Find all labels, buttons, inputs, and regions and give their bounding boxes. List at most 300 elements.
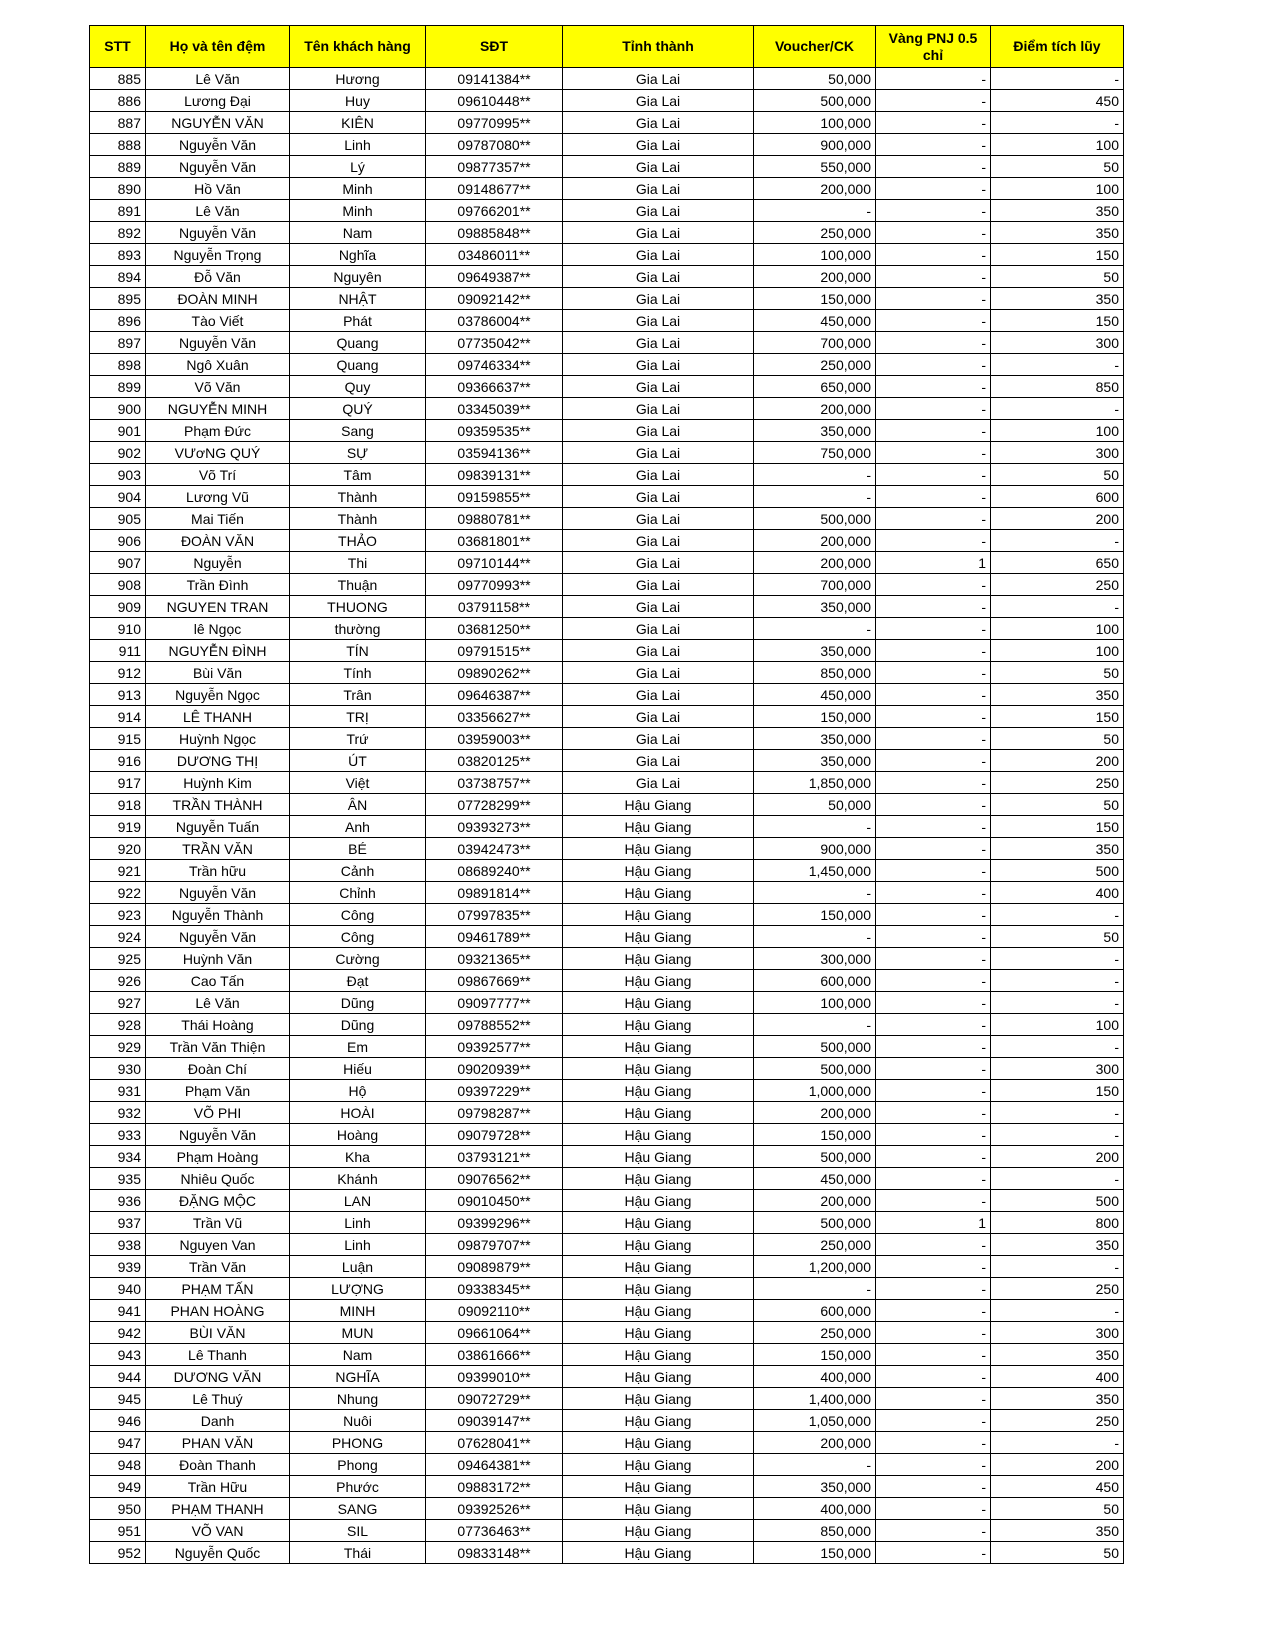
- voucher-cell: 1,450,000: [754, 860, 876, 882]
- middle-name-cell: NGUYỄN MINH: [146, 398, 290, 420]
- stt-cell: 895: [90, 288, 146, 310]
- table-row: [90, 1454, 1124, 1476]
- province-cell: Gia Lai: [563, 332, 754, 354]
- phone-cell: 07997835**: [426, 904, 563, 926]
- stt-cell: 903: [90, 464, 146, 486]
- voucher-cell: 1,050,000: [754, 1410, 876, 1432]
- voucher-cell: 200,000: [754, 1190, 876, 1212]
- voucher-cell: 500,000: [754, 1146, 876, 1168]
- customer-name-cell: Hộ: [290, 1080, 426, 1102]
- middle-name-cell: Hồ Văn: [146, 178, 290, 200]
- gold-cell: -: [876, 926, 991, 948]
- customer-name-cell: Dũng: [290, 992, 426, 1014]
- voucher-cell: 700,000: [754, 332, 876, 354]
- middle-name-cell: Nguyễn Văn: [146, 222, 290, 244]
- points-cell: 100: [991, 134, 1124, 156]
- customer-name-cell: Hương: [290, 68, 426, 90]
- gold-cell: -: [876, 288, 991, 310]
- middle-name-cell: Nguyễn: [146, 552, 290, 574]
- points-cell: 350: [991, 1388, 1124, 1410]
- points-cell: 350: [991, 288, 1124, 310]
- middle-name-cell: Thái Hoàng: [146, 1014, 290, 1036]
- voucher-cell: -: [754, 1278, 876, 1300]
- phone-cell: 09321365**: [426, 948, 563, 970]
- voucher-cell: 100,000: [754, 244, 876, 266]
- middle-name-cell: Trần Hữu: [146, 1476, 290, 1498]
- points-cell: 200: [991, 1454, 1124, 1476]
- phone-cell: 09798287**: [426, 1102, 563, 1124]
- points-cell: -: [991, 1102, 1124, 1124]
- voucher-cell: 450,000: [754, 1168, 876, 1190]
- gold-cell: -: [876, 750, 991, 772]
- gold-cell: -: [876, 1542, 991, 1564]
- table-row: [90, 1058, 1124, 1080]
- middle-name-cell: Võ Văn: [146, 376, 290, 398]
- gold-cell: -: [876, 882, 991, 904]
- voucher-cell: 200,000: [754, 1102, 876, 1124]
- customer-name-cell: Quy: [290, 376, 426, 398]
- province-cell: Hậu Giang: [563, 992, 754, 1014]
- table-row: [90, 376, 1124, 398]
- stt-cell: 925: [90, 948, 146, 970]
- stt-cell: 885: [90, 68, 146, 90]
- gold-cell: -: [876, 266, 991, 288]
- stt-cell: 924: [90, 926, 146, 948]
- province-cell: Hậu Giang: [563, 1058, 754, 1080]
- province-cell: Gia Lai: [563, 354, 754, 376]
- stt-cell: 886: [90, 90, 146, 112]
- gold-cell: -: [876, 486, 991, 508]
- table-row: [90, 1036, 1124, 1058]
- points-cell: 150: [991, 1080, 1124, 1102]
- customer-name-cell: Thi: [290, 552, 426, 574]
- stt-cell: 907: [90, 552, 146, 574]
- stt-cell: 906: [90, 530, 146, 552]
- phone-cell: 09770995**: [426, 112, 563, 134]
- stt-cell: 934: [90, 1146, 146, 1168]
- province-cell: Gia Lai: [563, 508, 754, 530]
- table-row: [90, 156, 1124, 178]
- phone-cell: 09397229**: [426, 1080, 563, 1102]
- gold-cell: -: [876, 1036, 991, 1058]
- customer-name-cell: Thuận: [290, 574, 426, 596]
- voucher-cell: 150,000: [754, 706, 876, 728]
- table-row: [90, 178, 1124, 200]
- table-row: [90, 860, 1124, 882]
- points-cell: 450: [991, 1476, 1124, 1498]
- voucher-cell: 350,000: [754, 728, 876, 750]
- phone-cell: 07735042**: [426, 332, 563, 354]
- phone-cell: 03594136**: [426, 442, 563, 464]
- gold-cell: -: [876, 1190, 991, 1212]
- phone-cell: 03738757**: [426, 772, 563, 794]
- province-cell: Hậu Giang: [563, 1542, 754, 1564]
- gold-cell: -: [876, 948, 991, 970]
- voucher-cell: 600,000: [754, 1300, 876, 1322]
- points-cell: 50: [991, 926, 1124, 948]
- gold-cell: -: [876, 420, 991, 442]
- gold-cell: -: [876, 1168, 991, 1190]
- customer-name-cell: TRỊ: [290, 706, 426, 728]
- table-row: [90, 728, 1124, 750]
- voucher-cell: -: [754, 618, 876, 640]
- middle-name-cell: TRẦN VĂN: [146, 838, 290, 860]
- customer-name-cell: QUÝ: [290, 398, 426, 420]
- points-cell: 650: [991, 552, 1124, 574]
- gold-cell: -: [876, 332, 991, 354]
- province-cell: Hậu Giang: [563, 1520, 754, 1542]
- middle-name-cell: Danh: [146, 1410, 290, 1432]
- customer-name-cell: SIL: [290, 1520, 426, 1542]
- phone-cell: 09833148**: [426, 1542, 563, 1564]
- table-row: [90, 1278, 1124, 1300]
- customer-name-cell: Đạt: [290, 970, 426, 992]
- gold-cell: -: [876, 838, 991, 860]
- province-cell: Hậu Giang: [563, 816, 754, 838]
- stt-cell: 939: [90, 1256, 146, 1278]
- middle-name-cell: Trần Văn Thiện: [146, 1036, 290, 1058]
- province-cell: Hậu Giang: [563, 1256, 754, 1278]
- table-row: [90, 640, 1124, 662]
- middle-name-cell: NGUYỄN VĂN: [146, 112, 290, 134]
- col-header-middle-name: Họ và tên đệm: [146, 26, 290, 68]
- gold-cell: -: [876, 530, 991, 552]
- gold-cell: -: [876, 354, 991, 376]
- phone-cell: 09366637**: [426, 376, 563, 398]
- customer-name-cell: Luận: [290, 1256, 426, 1278]
- gold-cell: -: [876, 244, 991, 266]
- voucher-cell: 350,000: [754, 420, 876, 442]
- phone-cell: 09885848**: [426, 222, 563, 244]
- middle-name-cell: Huỳnh Ngọc: [146, 728, 290, 750]
- voucher-cell: -: [754, 486, 876, 508]
- points-cell: -: [991, 1300, 1124, 1322]
- table-row: [90, 970, 1124, 992]
- points-cell: -: [991, 354, 1124, 376]
- voucher-cell: 200,000: [754, 266, 876, 288]
- stt-cell: 943: [90, 1344, 146, 1366]
- col-header-stt: STT: [90, 26, 146, 68]
- stt-cell: 897: [90, 332, 146, 354]
- phone-cell: 03820125**: [426, 750, 563, 772]
- middle-name-cell: LÊ THANH: [146, 706, 290, 728]
- table-row: [90, 1300, 1124, 1322]
- table-row: [90, 1322, 1124, 1344]
- voucher-cell: -: [754, 1014, 876, 1036]
- province-cell: Hậu Giang: [563, 882, 754, 904]
- stt-cell: 901: [90, 420, 146, 442]
- gold-cell: -: [876, 112, 991, 134]
- stt-cell: 898: [90, 354, 146, 376]
- gold-cell: -: [876, 178, 991, 200]
- table-row: [90, 508, 1124, 530]
- stt-cell: 940: [90, 1278, 146, 1300]
- points-cell: 300: [991, 442, 1124, 464]
- middle-name-cell: Mai Tiến: [146, 508, 290, 530]
- middle-name-cell: Võ Trí: [146, 464, 290, 486]
- stt-cell: 948: [90, 1454, 146, 1476]
- points-cell: 500: [991, 1190, 1124, 1212]
- table-row: [90, 1542, 1124, 1564]
- table-row: [90, 1190, 1124, 1212]
- voucher-cell: 200,000: [754, 398, 876, 420]
- customer-name-cell: Việt: [290, 772, 426, 794]
- gold-cell: -: [876, 706, 991, 728]
- voucher-cell: 150,000: [754, 904, 876, 926]
- voucher-cell: -: [754, 882, 876, 904]
- middle-name-cell: PHẠM TẤN: [146, 1278, 290, 1300]
- gold-cell: -: [876, 794, 991, 816]
- table-row: [90, 1124, 1124, 1146]
- customer-name-cell: TÍN: [290, 640, 426, 662]
- province-cell: Gia Lai: [563, 68, 754, 90]
- table-row: [90, 750, 1124, 772]
- stt-cell: 921: [90, 860, 146, 882]
- points-cell: -: [991, 904, 1124, 926]
- province-cell: Gia Lai: [563, 442, 754, 464]
- province-cell: Hậu Giang: [563, 1366, 754, 1388]
- gold-cell: -: [876, 376, 991, 398]
- phone-cell: 09746334**: [426, 354, 563, 376]
- table-row: [90, 1102, 1124, 1124]
- middle-name-cell: VÕ PHI: [146, 1102, 290, 1124]
- province-cell: Gia Lai: [563, 134, 754, 156]
- gold-cell: -: [876, 464, 991, 486]
- middle-name-cell: Đoàn Thanh: [146, 1454, 290, 1476]
- stt-cell: 910: [90, 618, 146, 640]
- gold-cell: -: [876, 442, 991, 464]
- points-cell: -: [991, 112, 1124, 134]
- stt-cell: 919: [90, 816, 146, 838]
- stt-cell: 911: [90, 640, 146, 662]
- table-row: [90, 90, 1124, 112]
- stt-cell: 899: [90, 376, 146, 398]
- stt-cell: 916: [90, 750, 146, 772]
- middle-name-cell: Nguyễn Văn: [146, 332, 290, 354]
- phone-cell: 09399296**: [426, 1212, 563, 1234]
- points-cell: 150: [991, 706, 1124, 728]
- points-cell: -: [991, 992, 1124, 1014]
- province-cell: Gia Lai: [563, 464, 754, 486]
- province-cell: Hậu Giang: [563, 970, 754, 992]
- points-cell: -: [991, 948, 1124, 970]
- province-cell: Hậu Giang: [563, 1388, 754, 1410]
- table-row: [90, 662, 1124, 684]
- phone-cell: 09141384**: [426, 68, 563, 90]
- phone-cell: 09010450**: [426, 1190, 563, 1212]
- voucher-cell: 250,000: [754, 354, 876, 376]
- points-cell: 250: [991, 1278, 1124, 1300]
- province-cell: Hậu Giang: [563, 1234, 754, 1256]
- customer-name-cell: Quang: [290, 332, 426, 354]
- points-cell: 50: [991, 1498, 1124, 1520]
- phone-cell: 09464381**: [426, 1454, 563, 1476]
- stt-cell: 917: [90, 772, 146, 794]
- middle-name-cell: Bùi Văn: [146, 662, 290, 684]
- customer-name-cell: Nghĩa: [290, 244, 426, 266]
- middle-name-cell: Nguyễn Thành: [146, 904, 290, 926]
- table-row: [90, 904, 1124, 926]
- table-row: [90, 772, 1124, 794]
- middle-name-cell: Lê Thuý: [146, 1388, 290, 1410]
- customer-name-cell: Minh: [290, 200, 426, 222]
- province-cell: Hậu Giang: [563, 1498, 754, 1520]
- stt-cell: 933: [90, 1124, 146, 1146]
- voucher-cell: 500,000: [754, 90, 876, 112]
- gold-cell: -: [876, 728, 991, 750]
- gold-cell: -: [876, 1080, 991, 1102]
- phone-cell: 09359535**: [426, 420, 563, 442]
- stt-cell: 930: [90, 1058, 146, 1080]
- phone-cell: 09839131**: [426, 464, 563, 486]
- points-cell: -: [991, 1432, 1124, 1454]
- middle-name-cell: ĐẶNG MỘC: [146, 1190, 290, 1212]
- stt-cell: 912: [90, 662, 146, 684]
- table-row: [90, 310, 1124, 332]
- middle-name-cell: TRẦN THÀNH: [146, 794, 290, 816]
- table-row: [90, 596, 1124, 618]
- stt-cell: 926: [90, 970, 146, 992]
- phone-cell: 09788552**: [426, 1014, 563, 1036]
- phone-cell: 09766201**: [426, 200, 563, 222]
- points-cell: 350: [991, 838, 1124, 860]
- phone-cell: 03959003**: [426, 728, 563, 750]
- stt-cell: 908: [90, 574, 146, 596]
- customer-name-cell: Thành: [290, 508, 426, 530]
- province-cell: Hậu Giang: [563, 1212, 754, 1234]
- table-row: [90, 486, 1124, 508]
- voucher-cell: -: [754, 200, 876, 222]
- stt-cell: 905: [90, 508, 146, 530]
- middle-name-cell: Phạm Hoàng: [146, 1146, 290, 1168]
- phone-cell: 09770993**: [426, 574, 563, 596]
- middle-name-cell: DƯƠNG THỊ: [146, 750, 290, 772]
- voucher-cell: 150,000: [754, 1344, 876, 1366]
- customer-name-cell: Phong: [290, 1454, 426, 1476]
- province-cell: Gia Lai: [563, 684, 754, 706]
- province-cell: Gia Lai: [563, 266, 754, 288]
- phone-cell: 09661064**: [426, 1322, 563, 1344]
- phone-cell: 09610448**: [426, 90, 563, 112]
- voucher-cell: 50,000: [754, 794, 876, 816]
- province-cell: Gia Lai: [563, 552, 754, 574]
- voucher-cell: -: [754, 464, 876, 486]
- customer-name-cell: Linh: [290, 1212, 426, 1234]
- table-row: [90, 464, 1124, 486]
- gold-cell: -: [876, 772, 991, 794]
- stt-cell: 900: [90, 398, 146, 420]
- middle-name-cell: Lê Thanh: [146, 1344, 290, 1366]
- middle-name-cell: Nguyễn Văn: [146, 926, 290, 948]
- col-header-customer-name: Tên khách hàng: [290, 26, 426, 68]
- phone-cell: 09710144**: [426, 552, 563, 574]
- points-cell: 300: [991, 332, 1124, 354]
- phone-cell: 09097777**: [426, 992, 563, 1014]
- customer-name-cell: Nuôi: [290, 1410, 426, 1432]
- customer-name-cell: KIÊN: [290, 112, 426, 134]
- voucher-cell: 150,000: [754, 1542, 876, 1564]
- customer-table: [89, 25, 1124, 1564]
- gold-cell: -: [876, 1520, 991, 1542]
- table-row: [90, 134, 1124, 156]
- points-cell: 350: [991, 1234, 1124, 1256]
- customer-name-cell: Công: [290, 926, 426, 948]
- customer-name-cell: SỰ: [290, 442, 426, 464]
- middle-name-cell: Huỳnh Văn: [146, 948, 290, 970]
- table-row: [90, 574, 1124, 596]
- voucher-cell: 500,000: [754, 508, 876, 530]
- stt-cell: 913: [90, 684, 146, 706]
- phone-cell: 09092110**: [426, 1300, 563, 1322]
- province-cell: Gia Lai: [563, 398, 754, 420]
- voucher-cell: 200,000: [754, 178, 876, 200]
- customer-name-cell: Anh: [290, 816, 426, 838]
- customer-name-cell: ÚT: [290, 750, 426, 772]
- points-cell: 50: [991, 728, 1124, 750]
- points-cell: 250: [991, 1410, 1124, 1432]
- table-row: [90, 420, 1124, 442]
- province-cell: Hậu Giang: [563, 794, 754, 816]
- gold-cell: -: [876, 68, 991, 90]
- points-cell: -: [991, 596, 1124, 618]
- stt-cell: 904: [90, 486, 146, 508]
- phone-cell: 09787080**: [426, 134, 563, 156]
- stt-cell: 892: [90, 222, 146, 244]
- gold-cell: -: [876, 992, 991, 1014]
- gold-cell: -: [876, 970, 991, 992]
- phone-cell: 09079728**: [426, 1124, 563, 1146]
- customer-name-cell: Nam: [290, 1344, 426, 1366]
- points-cell: -: [991, 530, 1124, 552]
- stt-cell: 927: [90, 992, 146, 1014]
- stt-cell: 946: [90, 1410, 146, 1432]
- phone-cell: 08689240**: [426, 860, 563, 882]
- middle-name-cell: Đỗ Văn: [146, 266, 290, 288]
- customer-name-cell: Hiếu: [290, 1058, 426, 1080]
- voucher-cell: 200,000: [754, 552, 876, 574]
- gold-cell: -: [876, 1058, 991, 1080]
- province-cell: Gia Lai: [563, 574, 754, 596]
- middle-name-cell: Trần hữu: [146, 860, 290, 882]
- province-cell: Hậu Giang: [563, 1344, 754, 1366]
- stt-cell: 936: [90, 1190, 146, 1212]
- middle-name-cell: lê Ngọc: [146, 618, 290, 640]
- voucher-cell: 650,000: [754, 376, 876, 398]
- points-cell: 400: [991, 1366, 1124, 1388]
- province-cell: Gia Lai: [563, 530, 754, 552]
- phone-cell: 09092142**: [426, 288, 563, 310]
- phone-cell: 09393273**: [426, 816, 563, 838]
- table-row: [90, 1146, 1124, 1168]
- phone-cell: 03942473**: [426, 838, 563, 860]
- customer-name-cell: LAN: [290, 1190, 426, 1212]
- stt-cell: 941: [90, 1300, 146, 1322]
- phone-cell: 07728299**: [426, 794, 563, 816]
- stt-cell: 915: [90, 728, 146, 750]
- gold-cell: -: [876, 310, 991, 332]
- table-row: [90, 222, 1124, 244]
- stt-cell: 944: [90, 1366, 146, 1388]
- phone-cell: 09879707**: [426, 1234, 563, 1256]
- table-row: [90, 68, 1124, 90]
- customer-name-cell: NGHĨA: [290, 1366, 426, 1388]
- phone-cell: 09791515**: [426, 640, 563, 662]
- table-row: [90, 1212, 1124, 1234]
- phone-cell: 09880781**: [426, 508, 563, 530]
- phone-cell: 03486011**: [426, 244, 563, 266]
- customer-name-cell: thường: [290, 618, 426, 640]
- voucher-cell: 500,000: [754, 1036, 876, 1058]
